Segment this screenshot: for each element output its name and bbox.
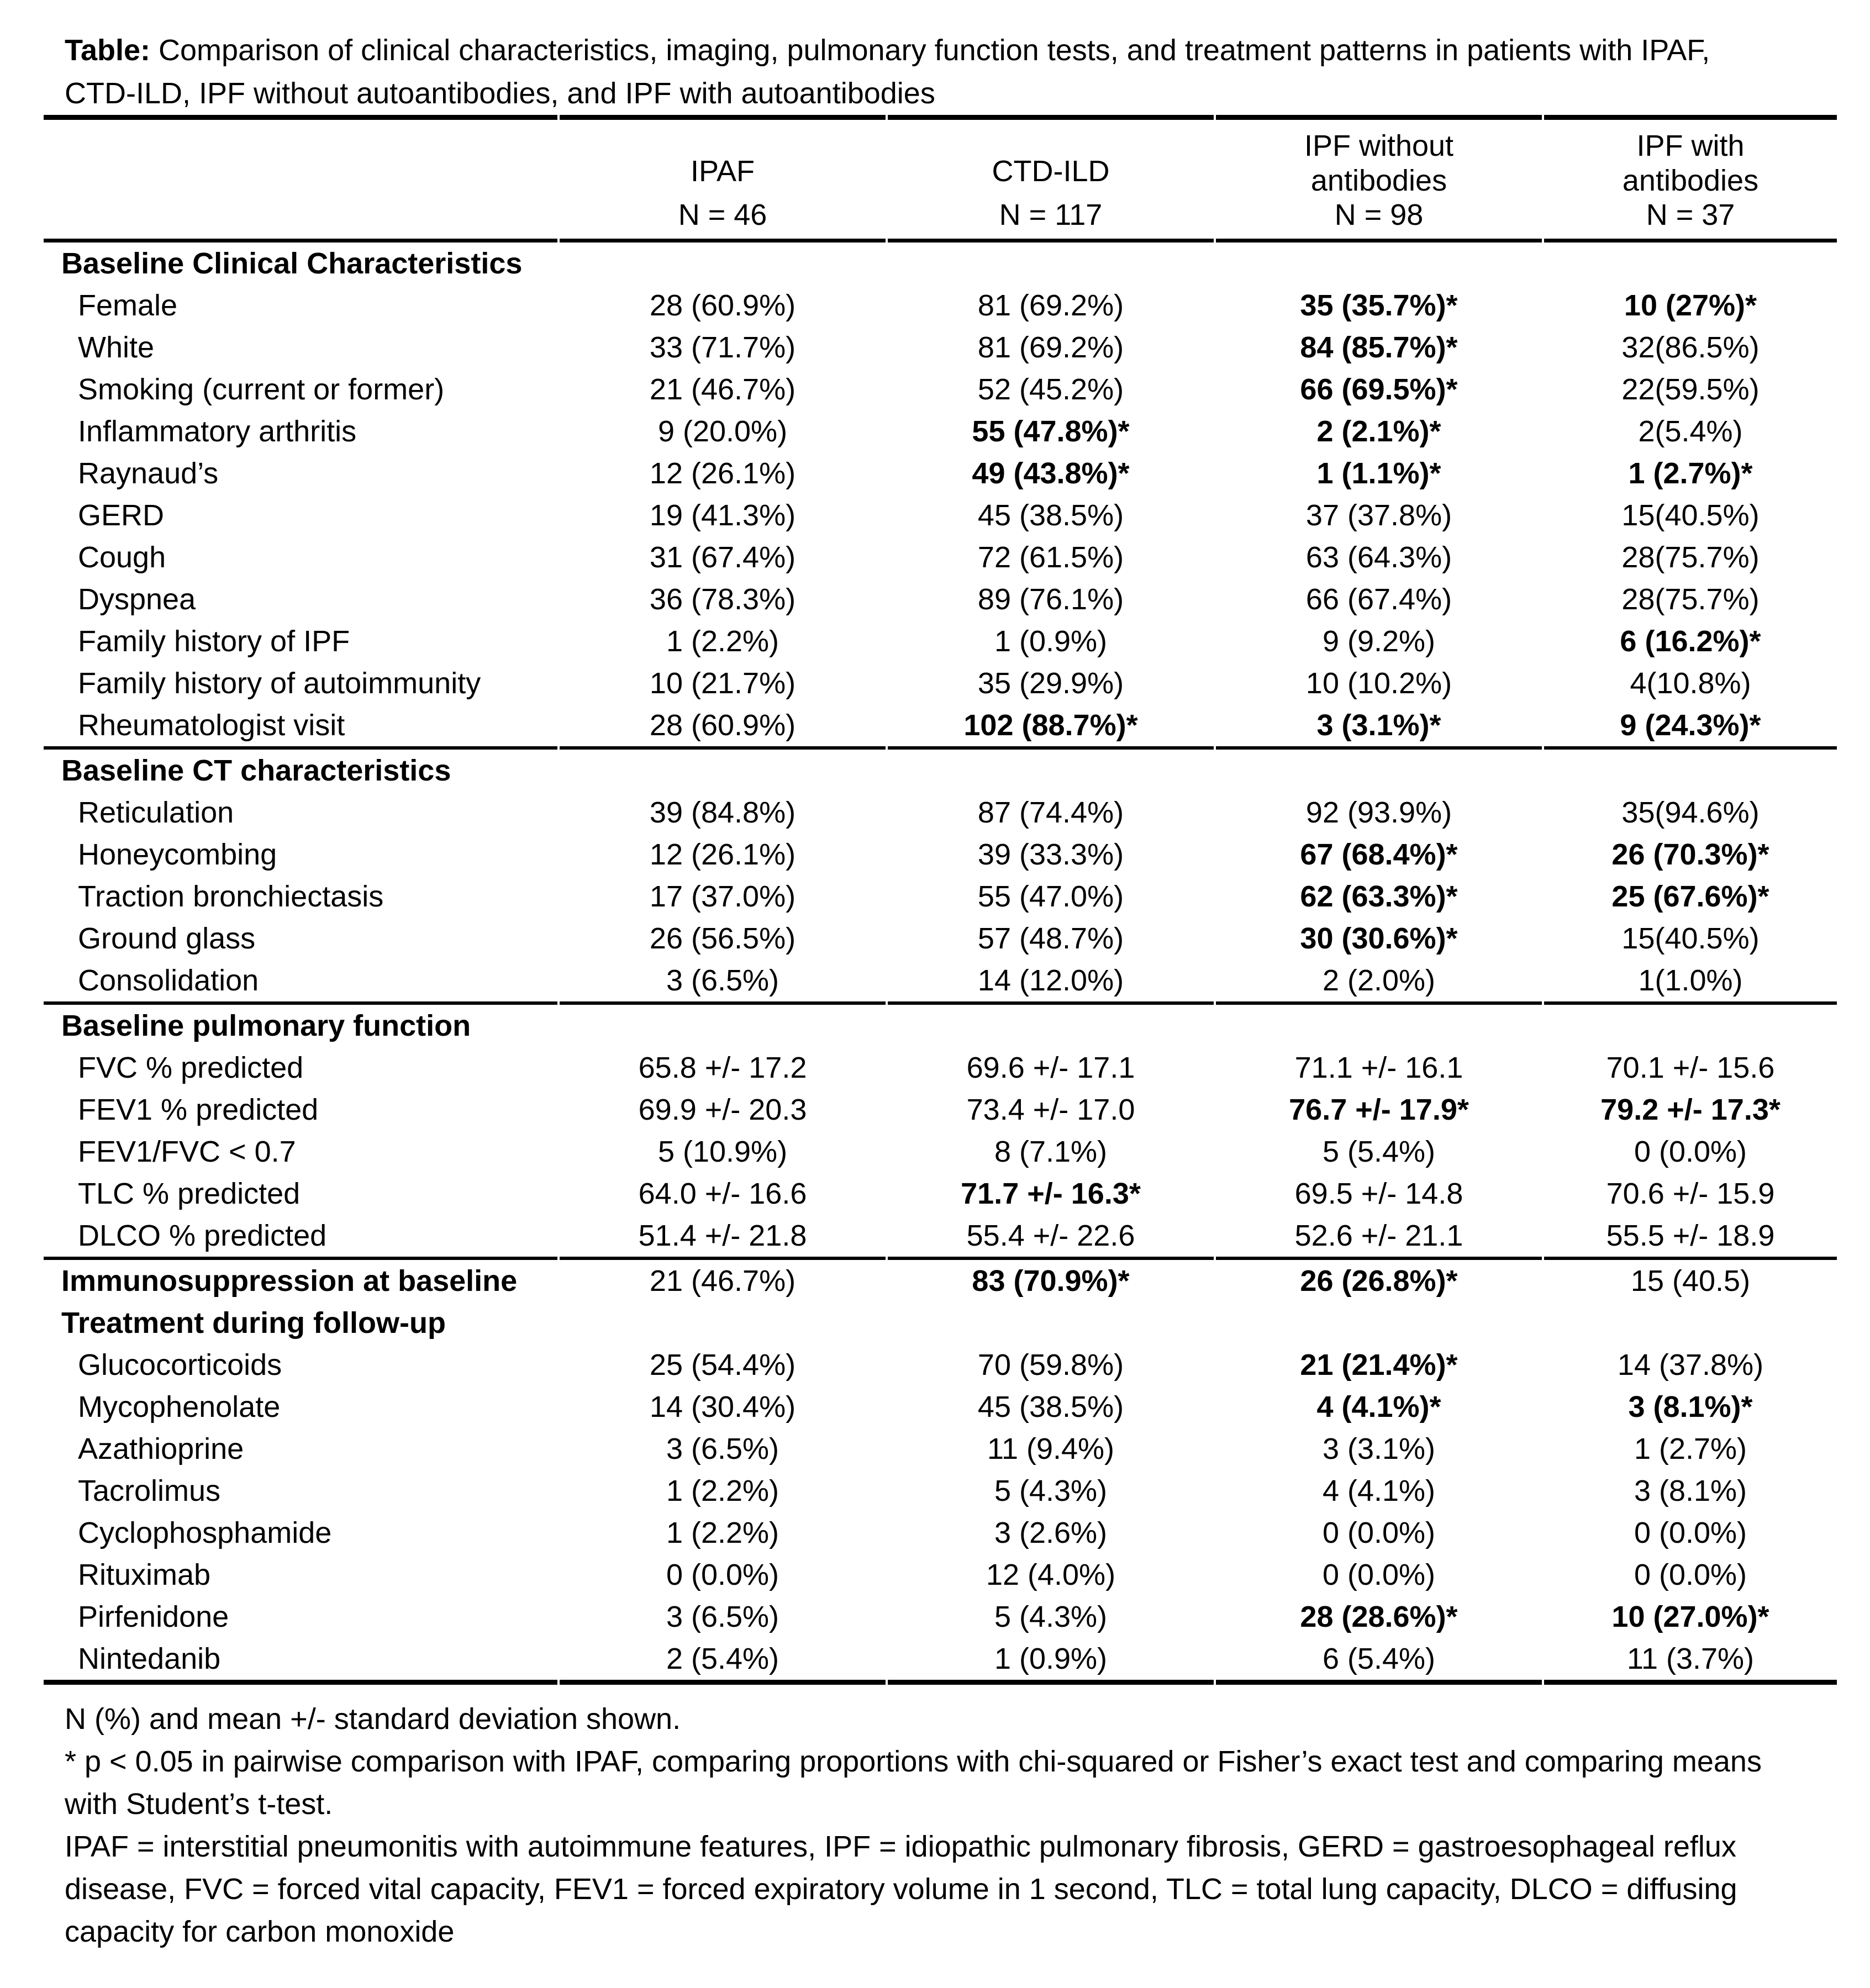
row-label: Ground glass — [78, 922, 256, 955]
cell-value: 64.0 +/- 16.6 — [638, 1177, 807, 1210]
cell-value: 5 (10.9%) — [657, 1135, 788, 1168]
table-row — [44, 1089, 1837, 1131]
cell-value — [560, 750, 886, 792]
cell-value: 0 (0.0%) — [1634, 1516, 1747, 1549]
cell-value: 28 (28.6%)* — [1300, 1600, 1458, 1633]
comparison-table — [41, 115, 1839, 1685]
cell-value: 72 (61.5%) — [977, 541, 1124, 574]
table-row — [44, 1386, 1837, 1428]
column-header-label: IPF without — [1304, 129, 1454, 162]
cell-value: 1 (2.2%) — [666, 1474, 779, 1507]
cell-value: 63 (64.3%) — [1305, 541, 1452, 574]
cell-value — [560, 1302, 886, 1344]
table-row — [44, 1596, 1837, 1638]
cell-value: 62 (63.3%)* — [1300, 880, 1458, 913]
table-row — [44, 1470, 1837, 1512]
cell-value: 73.4 +/- 17.0 — [966, 1093, 1135, 1126]
cell-value: 15(40.5%) — [1621, 499, 1760, 532]
cell-value: 39 (84.8%) — [649, 796, 796, 829]
cell-value: 55 (47.8%)* — [972, 415, 1130, 448]
footnotes — [41, 1698, 1810, 1953]
row-label: Baseline CT characteristics — [61, 754, 451, 787]
cell-value — [888, 1302, 1214, 1344]
row-label: Rituximab — [78, 1558, 211, 1591]
table-row — [44, 1554, 1837, 1596]
cell-value: 1 (2.2%) — [666, 625, 779, 658]
cell-value: 71.7 +/- 16.3* — [961, 1177, 1141, 1210]
cell-value: 0 (0.0%) — [666, 1558, 779, 1591]
row-label: Treatment during follow-up — [61, 1306, 446, 1340]
cell-value: 69.9 +/- 20.3 — [638, 1093, 807, 1126]
column-header-n: N = 37 — [1646, 198, 1735, 231]
table-row — [44, 410, 1837, 452]
cell-value: 0 (0.0%) — [1322, 1516, 1436, 1549]
table-row — [44, 494, 1837, 536]
cell-value — [1216, 750, 1542, 792]
column-header-n: N = 117 — [999, 198, 1103, 231]
cell-value: 35(94.6%) — [1621, 796, 1760, 829]
cell-value: 3 (6.5%) — [666, 1432, 779, 1465]
column-header-label: antibodies — [1310, 164, 1447, 197]
cell-value: 14 (37.8%) — [1617, 1348, 1764, 1381]
column-header-n: N = 46 — [678, 198, 767, 231]
table-row — [44, 917, 1837, 959]
cell-value: 14 (12.0%) — [888, 959, 1214, 1005]
cell-value: 22(59.5%) — [1621, 373, 1760, 406]
table-row — [44, 1047, 1837, 1089]
row-label: Nintedanib — [44, 1638, 557, 1685]
cell-value: 26 (56.5%) — [649, 922, 796, 955]
cell-value: 39 (33.3%) — [977, 838, 1124, 871]
cell-value: 28(75.7%) — [1621, 583, 1760, 616]
cell-value: 81 (69.2%) — [977, 289, 1124, 322]
cell-value: 26 (70.3%)* — [1611, 838, 1769, 871]
section-row — [44, 1302, 1837, 1344]
cell-value — [1216, 242, 1542, 284]
row-label: Azathioprine — [78, 1432, 244, 1465]
cell-value: 57 (48.7%) — [977, 922, 1124, 955]
column-header-empty — [44, 115, 557, 242]
cell-value — [888, 242, 1214, 284]
cell-value: 92 (93.9%) — [1305, 796, 1452, 829]
cell-value: 1 (1.1%)* — [1316, 457, 1441, 490]
column-header-ipf-without-antibodies — [1216, 115, 1542, 242]
row-label: White — [78, 331, 155, 364]
cell-value: 25 (67.6%)* — [1611, 880, 1769, 913]
cell-value: 15 (40.5) — [1630, 1264, 1751, 1298]
cell-value: 4(10.8%) — [1630, 667, 1751, 700]
table-row — [44, 536, 1837, 578]
row-label: Baseline Clinical Characteristics — [61, 247, 523, 280]
cell-value: 0 (0.0%) — [1634, 1558, 1747, 1591]
cell-value: 33 (71.7%) — [649, 331, 796, 364]
cell-value: 5 (4.3%) — [994, 1600, 1108, 1633]
table-row — [44, 834, 1837, 876]
cell-value: 32(86.5%) — [1621, 331, 1760, 364]
row-label: TLC % predicted — [78, 1177, 301, 1210]
footnote-shown: N (%) and mean +/- standard deviation shown. — [65, 1702, 681, 1736]
cell-value: 81 (69.2%) — [977, 331, 1124, 364]
cell-value: 3 (6.5%) — [666, 1600, 779, 1633]
cell-value — [1544, 750, 1837, 792]
table-title-prefix: Table: — [65, 34, 151, 67]
cell-value: 5 (4.3%) — [994, 1474, 1108, 1507]
cell-value — [1216, 1302, 1542, 1344]
cell-value: 12 (26.1%) — [649, 838, 796, 871]
table-row — [44, 452, 1837, 494]
cell-value: 70 (59.8%) — [977, 1348, 1124, 1381]
cell-value: 10 (27%)* — [1624, 289, 1757, 322]
cell-value: 76.7 +/- 17.9* — [1289, 1093, 1469, 1126]
cell-value: 49 (43.8%)* — [972, 457, 1130, 490]
row-label: Family history of IPF — [78, 625, 350, 658]
column-header-ctd-ild — [888, 115, 1214, 242]
table-row — [44, 959, 1837, 1005]
cell-value: 87 (74.4%) — [977, 796, 1124, 829]
row-label: GERD — [78, 499, 165, 532]
cell-value: 0 (0.0%) — [1634, 1135, 1747, 1168]
table-row — [44, 1512, 1837, 1554]
column-header-label: IPAF — [690, 155, 755, 188]
cell-value: 89 (76.1%) — [977, 583, 1124, 616]
cell-value: 66 (69.5%)* — [1300, 373, 1458, 406]
row-label: Traction bronchiectasis — [78, 880, 384, 913]
cell-value: 21 (21.4%)* — [1300, 1348, 1458, 1381]
cell-value: 35 (35.7%)* — [1300, 289, 1458, 322]
table-row — [44, 326, 1837, 368]
cell-value: 66 (67.4%) — [1305, 583, 1452, 616]
cell-value: 1(1.0%) — [1544, 959, 1837, 1005]
row-label: Immunosuppression at baseline — [61, 1264, 518, 1298]
cell-value: 4 (4.1%)* — [1316, 1390, 1441, 1423]
cell-value: 10 (27.0%)* — [1611, 1600, 1769, 1633]
table-row — [44, 1173, 1837, 1215]
cell-value: 51.4 +/- 21.8 — [560, 1215, 886, 1260]
table-row — [44, 368, 1837, 410]
section-row — [44, 242, 1837, 284]
cell-value: 3 (8.1%)* — [1628, 1390, 1753, 1423]
cell-value: 15(40.5%) — [1621, 922, 1760, 955]
cell-value: 2 (2.0%) — [1216, 959, 1542, 1005]
cell-value: 36 (78.3%) — [649, 583, 796, 616]
cell-value: 1 (2.2%) — [666, 1516, 779, 1549]
cell-value: 11 (3.7%) — [1544, 1638, 1837, 1685]
row-label: Honeycombing — [78, 838, 277, 871]
table-row — [44, 620, 1837, 662]
table-row — [44, 704, 1837, 750]
cell-value: 69.6 +/- 17.1 — [966, 1051, 1135, 1084]
cell-value: 9 (24.3%)* — [1544, 704, 1837, 750]
column-header-n: N = 98 — [1334, 198, 1424, 231]
row-label: FVC % predicted — [78, 1051, 304, 1084]
cell-value: 45 (38.5%) — [977, 1390, 1124, 1423]
cell-value — [560, 242, 886, 284]
section-row — [44, 1260, 1837, 1302]
cell-value — [888, 750, 1214, 792]
table-row — [44, 1131, 1837, 1173]
cell-value: 55.4 +/- 22.6 — [888, 1215, 1214, 1260]
row-label: Tacrolimus — [78, 1474, 221, 1507]
cell-value: 3 (2.6%) — [994, 1516, 1108, 1549]
cell-value: 1 (2.7%)* — [1628, 457, 1753, 490]
row-label: Mycophenolate — [78, 1390, 281, 1423]
cell-value: 35 (29.9%) — [977, 667, 1124, 700]
column-header-row — [44, 115, 1837, 242]
row-label: Pirfenidone — [78, 1600, 229, 1633]
table-title — [41, 29, 1788, 115]
table-row — [44, 578, 1837, 620]
cell-value: 3 (3.1%)* — [1216, 704, 1542, 750]
table-row — [44, 792, 1837, 834]
column-header-label: CTD-ILD — [992, 155, 1110, 188]
cell-value: 9 (9.2%) — [1322, 625, 1436, 658]
cell-value: 28 (60.9%) — [560, 704, 886, 750]
table-row — [44, 1344, 1837, 1386]
row-label: Consolidation — [44, 959, 557, 1005]
cell-value: 37 (37.8%) — [1305, 499, 1452, 532]
cell-value: 69.5 +/- 14.8 — [1294, 1177, 1463, 1210]
cell-value: 11 (9.4%) — [987, 1432, 1115, 1465]
cell-value: 55 (47.0%) — [977, 880, 1124, 913]
cell-value — [1216, 1005, 1542, 1047]
table-row — [44, 1428, 1837, 1470]
cell-value: 1 (0.9%) — [994, 625, 1108, 658]
cell-value: 55.5 +/- 18.9 — [1544, 1215, 1837, 1260]
row-label: Female — [78, 289, 178, 322]
cell-value: 52 (45.2%) — [977, 373, 1124, 406]
cell-value: 2(5.4%) — [1638, 415, 1743, 448]
cell-value: 5 (5.4%) — [1322, 1135, 1436, 1168]
cell-value — [888, 1005, 1214, 1047]
row-label: Glucocorticoids — [78, 1348, 282, 1381]
table-row — [44, 876, 1837, 917]
cell-value: 4 (4.1%) — [1322, 1474, 1436, 1507]
cell-value — [1544, 242, 1837, 284]
cell-value: 71.1 +/- 16.1 — [1294, 1051, 1463, 1084]
cell-value: 70.1 +/- 15.6 — [1606, 1051, 1775, 1084]
column-header-label: antibodies — [1622, 164, 1759, 197]
cell-value: 19 (41.3%) — [649, 499, 796, 532]
cell-value: 25 (54.4%) — [649, 1348, 796, 1381]
cell-value — [560, 1005, 886, 1047]
cell-value: 30 (30.6%)* — [1300, 922, 1458, 955]
row-label: DLCO % predicted — [44, 1215, 557, 1260]
row-label: Smoking (current or former) — [78, 373, 445, 406]
cell-value: 8 (7.1%) — [994, 1135, 1108, 1168]
section-row — [44, 750, 1837, 792]
row-label: Reticulation — [78, 796, 234, 829]
row-label: Raynaud’s — [78, 457, 219, 490]
row-label: FEV1/FVC < 0.7 — [78, 1135, 296, 1168]
cell-value: 12 (26.1%) — [649, 457, 796, 490]
cell-value: 0 (0.0%) — [1322, 1558, 1436, 1591]
column-header-label: IPF with — [1636, 129, 1745, 162]
row-label: Family history of autoimmunity — [78, 667, 481, 700]
cell-value — [1544, 1005, 1837, 1047]
cell-value: 79.2 +/- 17.3* — [1600, 1093, 1781, 1126]
table-row — [44, 662, 1837, 704]
cell-value: 45 (38.5%) — [977, 499, 1124, 532]
table-row — [44, 1215, 1837, 1260]
cell-value: 21 (46.7%) — [649, 1264, 796, 1298]
row-label: Dyspnea — [78, 583, 196, 616]
cell-value: 10 (10.2%) — [1305, 667, 1452, 700]
cell-value: 102 (88.7%)* — [888, 704, 1214, 750]
table-row — [44, 1638, 1837, 1685]
cell-value: 70.6 +/- 15.9 — [1606, 1177, 1775, 1210]
table-row — [44, 284, 1837, 326]
cell-value: 10 (21.7%) — [649, 667, 796, 700]
cell-value: 26 (26.8%)* — [1300, 1264, 1458, 1298]
row-label: Inflammatory arthritis — [78, 415, 357, 448]
cell-value: 31 (67.4%) — [649, 541, 796, 574]
cell-value: 3 (8.1%) — [1634, 1474, 1747, 1507]
cell-value: 3 (3.1%) — [1322, 1432, 1436, 1465]
row-label: FEV1 % predicted — [78, 1093, 319, 1126]
cell-value: 21 (46.7%) — [649, 373, 796, 406]
cell-value: 6 (5.4%) — [1216, 1638, 1542, 1685]
cell-value: 14 (30.4%) — [649, 1390, 796, 1423]
section-row — [44, 1005, 1837, 1047]
cell-value: 3 (6.5%) — [560, 959, 886, 1005]
cell-value: 67 (68.4%)* — [1300, 838, 1458, 871]
row-label: Baseline pulmonary function — [61, 1009, 471, 1042]
column-header-ipaf — [560, 115, 886, 242]
row-label: Cough — [78, 541, 166, 574]
footnote-significance: * p < 0.05 in pairwise comparison with IPAF, comparing proportions with chi-squared or Fisher’s exact test and comparing means with Student’s t-test. — [65, 1745, 1762, 1821]
cell-value: 17 (37.0%) — [649, 880, 796, 913]
cell-value — [1544, 1302, 1837, 1344]
table-title-caption: Comparison of clinical characteristics, imaging, pulmonary function tests, and treatment patterns in patients with IPAF, CTD-ILD, IPF without autoantibodies, and IPF with autoantibodies — [65, 34, 1710, 110]
cell-value: 28 (60.9%) — [649, 289, 796, 322]
cell-value: 6 (16.2%)* — [1620, 625, 1761, 658]
cell-value: 2 (5.4%) — [560, 1638, 886, 1685]
cell-value: 2 (2.1%)* — [1316, 415, 1441, 448]
cell-value: 9 (20.0%) — [657, 415, 788, 448]
cell-value: 1 (0.9%) — [888, 1638, 1214, 1685]
footnote-abbreviations: IPAF = interstitial pneumonitis with autoimmune features, IPF = idiopathic pulmonary fibrosis, GERD = gastroesophageal reflux disease, FVC = forced vital capacity, FEV1 = forced expiratory volume in 1 second, TLC = total lung capacity, DLCO = diffusing capacity for carbon monoxide — [65, 1830, 1737, 1948]
table-body — [44, 242, 1837, 1685]
row-label: Cyclophosphamide — [78, 1516, 332, 1549]
cell-value: 83 (70.9%)* — [972, 1264, 1130, 1298]
cell-value: 52.6 +/- 21.1 — [1216, 1215, 1542, 1260]
column-header-ipf-with-antibodies — [1544, 115, 1837, 242]
cell-value: 12 (4.0%) — [986, 1558, 1116, 1591]
cell-value: 1 (2.7%) — [1634, 1432, 1747, 1465]
cell-value: 65.8 +/- 17.2 — [638, 1051, 807, 1084]
cell-value: 28(75.7%) — [1621, 541, 1760, 574]
cell-value: 84 (85.7%)* — [1300, 331, 1458, 364]
row-label: Rheumatologist visit — [44, 704, 557, 750]
